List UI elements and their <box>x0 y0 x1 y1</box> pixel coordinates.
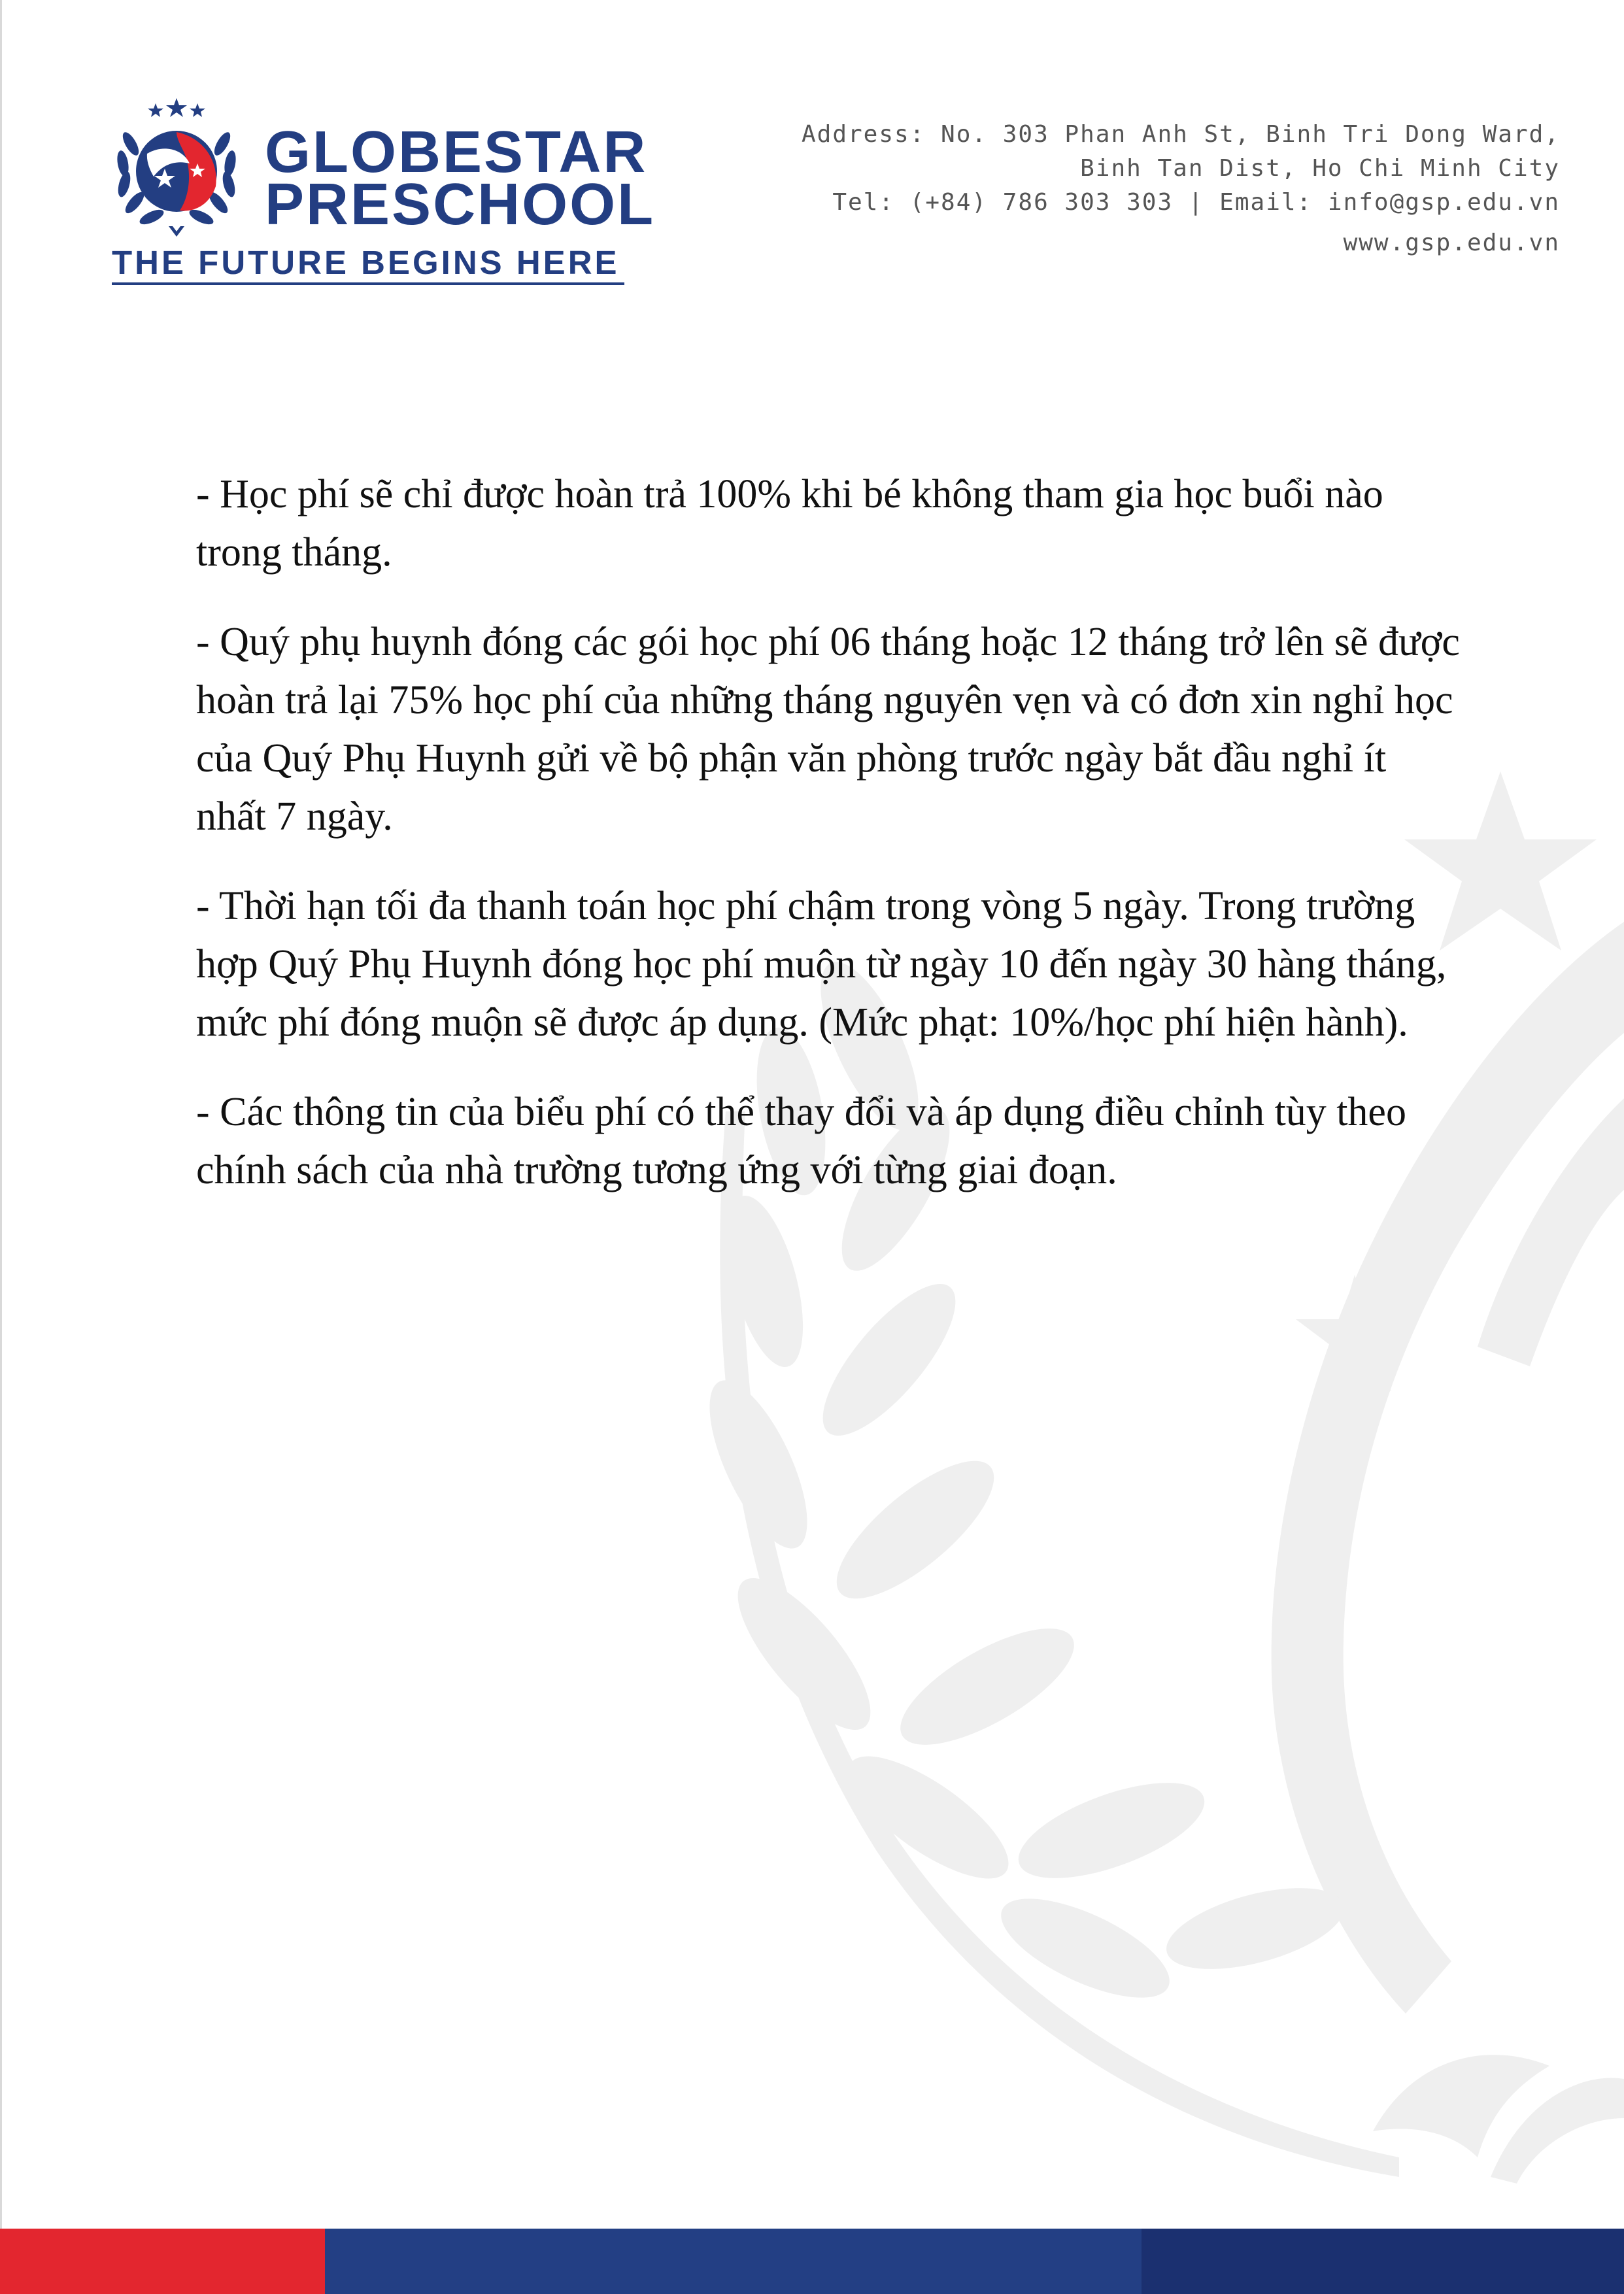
globestar-emblem-icon <box>111 98 242 242</box>
package-refund-paragraph: - Quý phụ huynh đóng các gói học phí 06 tháng hoặc 12 tháng trở lên sẽ được hoàn trả lại 75% học phí của những tháng nguyên vẹn và có đơn xin nghỉ học của Quý Phụ Huynh gửi về bộ phận văn phòng trước ngày bắt đầu nghỉ ít nhất 7 ngày. <box>196 620 1460 839</box>
tagline-underline <box>112 282 624 285</box>
late-payment-paragraph: - Thời hạn tối đa thanh toán học phí chậm trong vòng 5 ngày. Trong trường hợp Quý Phụ Huynh đóng học phí muộn từ ngày 10 đến ngày 30 hàng tháng, mức phí đóng muộn sẽ được áp dụng. (Mức phạt: 10%/học phí hiện hành). <box>196 884 1447 1045</box>
footer-bar-red <box>0 2229 325 2294</box>
website-link[interactable]: www.gsp.edu.vn <box>1343 229 1560 256</box>
fee-change-paragraph: - Các thông tin của biểu phí có thể thay đổi và áp dụng điều chỉnh tùy theo chính sách của nhà trường tương ứng với từng giai đoạn. <box>196 1090 1406 1192</box>
address-line-2: Binh Tan Dist, Ho Chi Minh City <box>1080 155 1560 182</box>
footer-bar-blue <box>325 2229 1142 2294</box>
refund-policy-paragraph: - Học phí sẽ chỉ được hoàn trả 100% khi bé không tham gia học buổi nào trong tháng. <box>196 472 1383 575</box>
school-name-line1: GLOBESTAR <box>265 120 648 185</box>
tel-email: Tel: (+84) 786 303 303 | Email: info@gsp.edu.vn <box>832 189 1560 216</box>
page-edge <box>0 0 2 2294</box>
contact-info <box>775 118 1560 260</box>
school-name-line2: PRESCHOOL <box>265 172 656 237</box>
school-logo <box>108 98 656 288</box>
address-line-1: Address: No. 303 Phan Anh St, Binh Tri Dong Ward, <box>801 121 1560 148</box>
footer-bar-navy <box>1142 2229 1624 2294</box>
document-body <box>196 465 1464 1231</box>
school-tagline: THE FUTURE BEGINS HERE <box>112 244 620 281</box>
